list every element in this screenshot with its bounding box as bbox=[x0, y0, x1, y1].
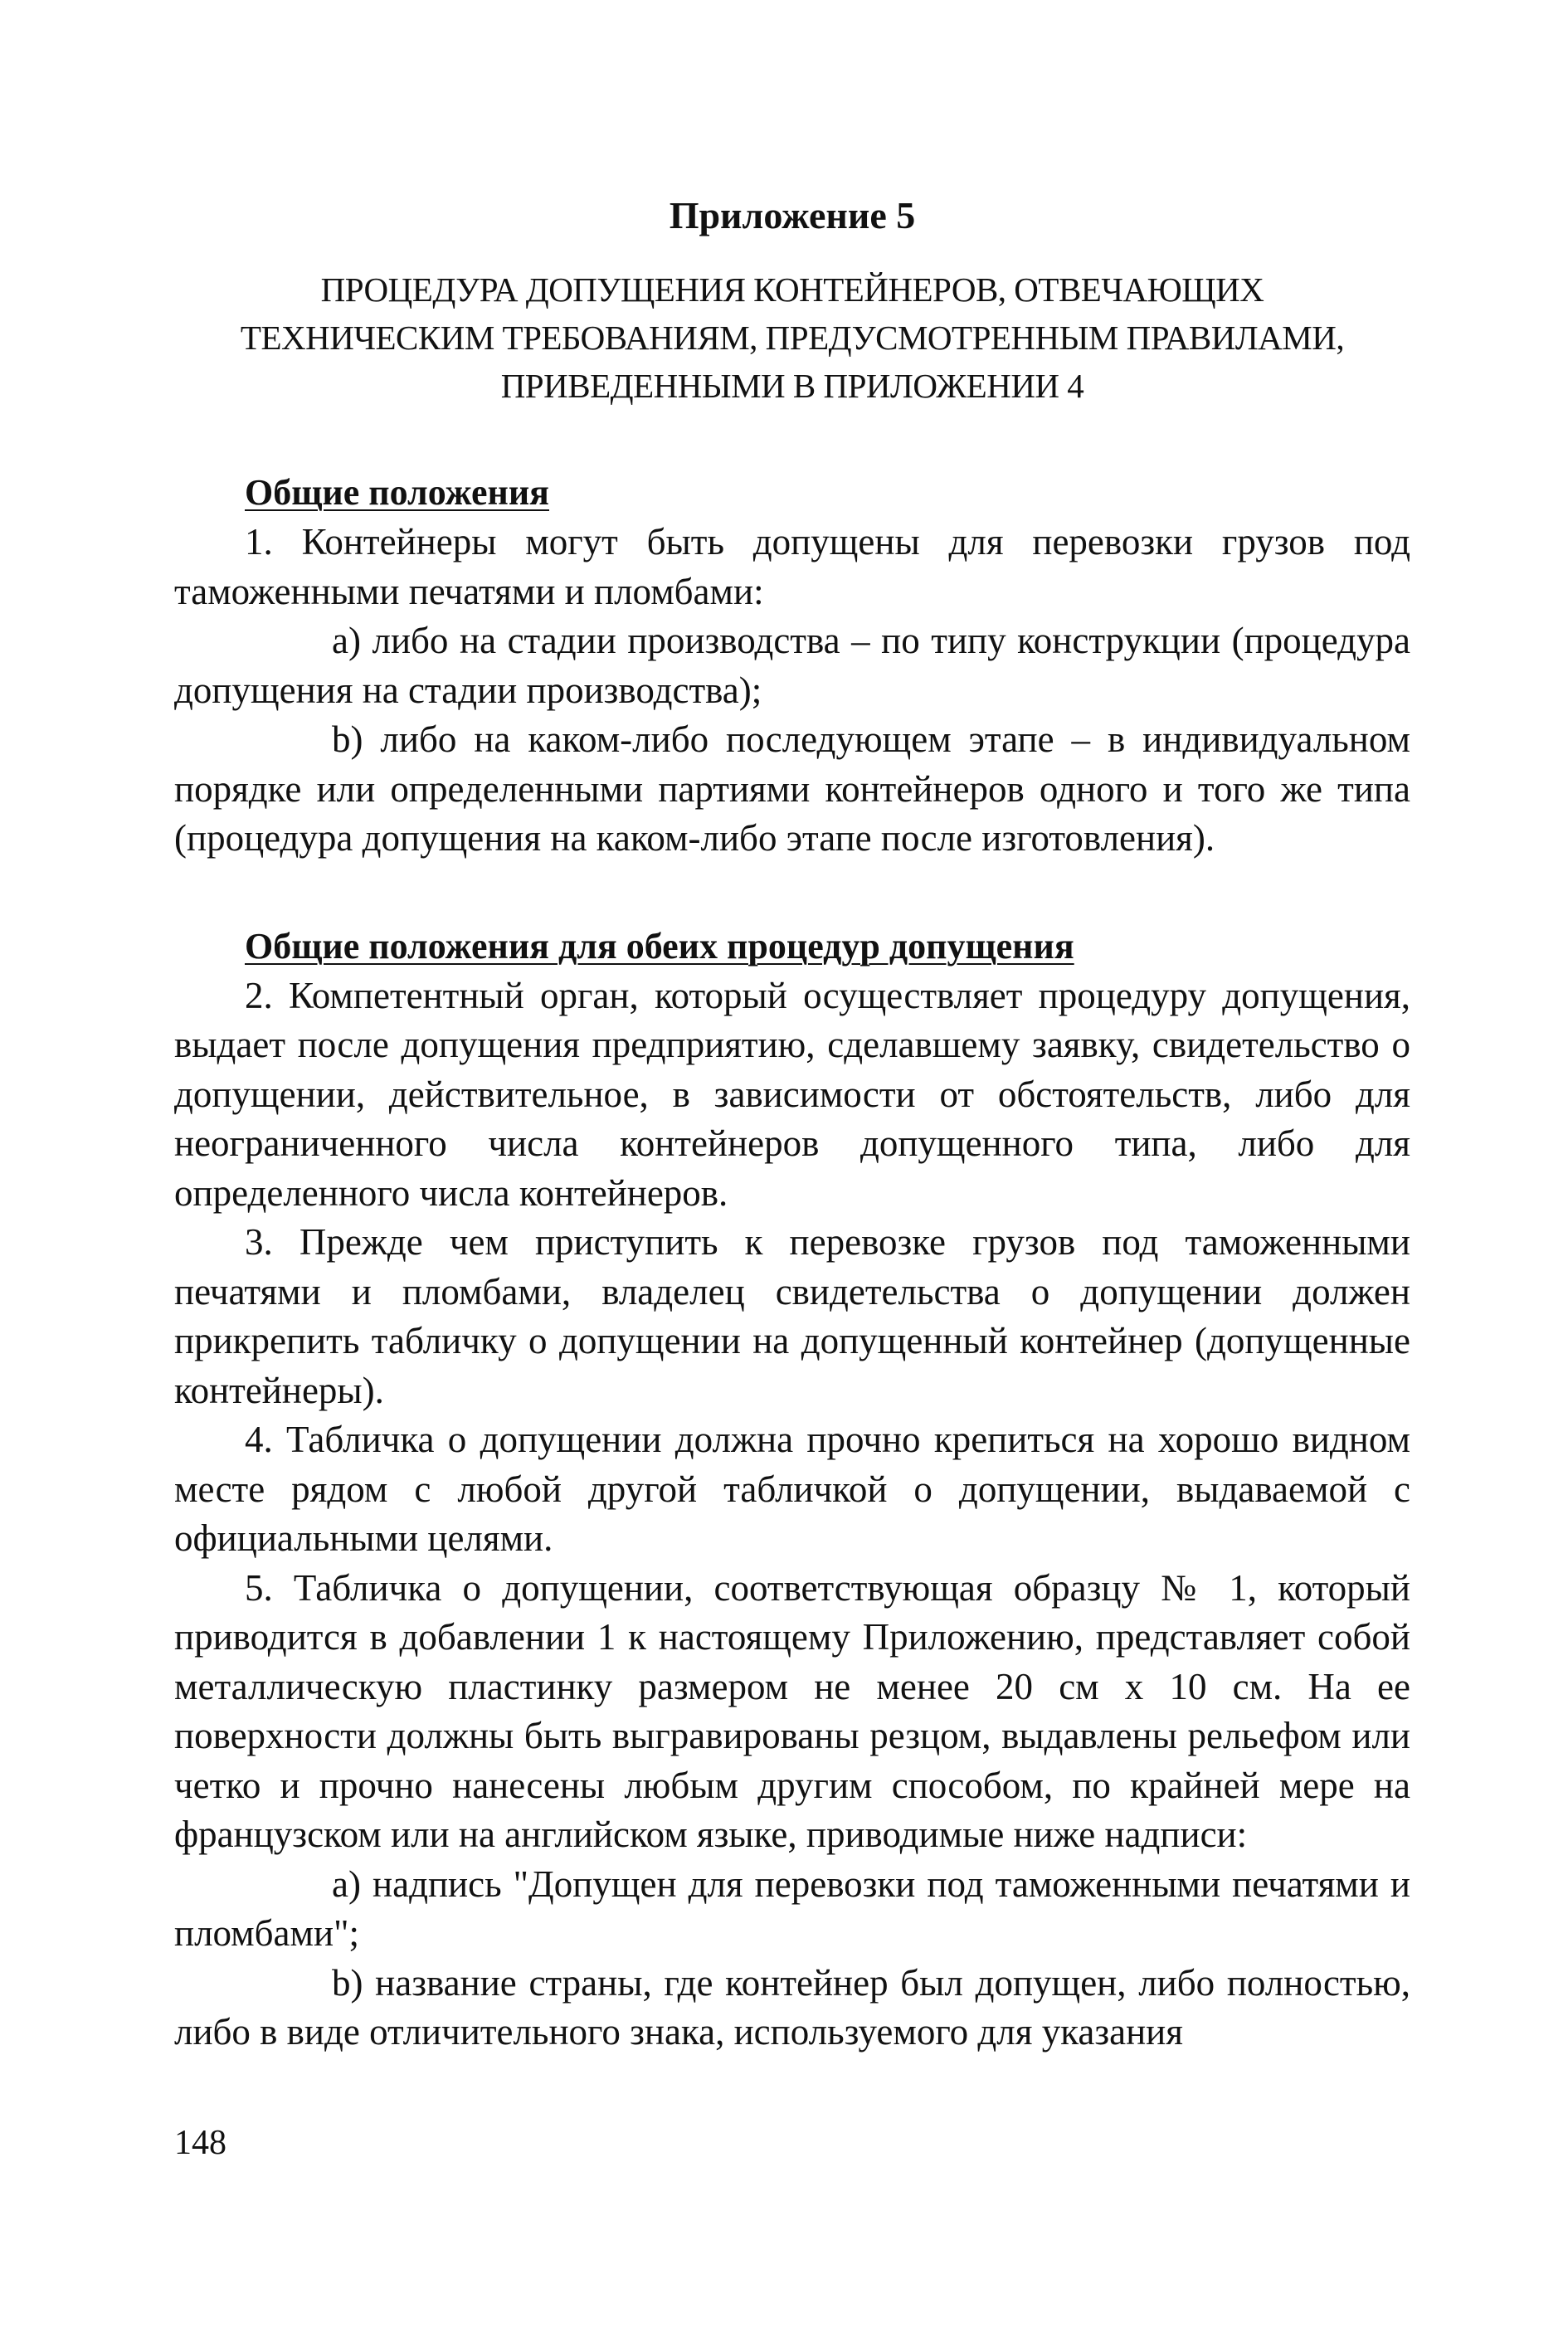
paragraph-2: 2. Компетентный орган, который осуществляет процедуру допущения, выдает после допущения предприятию, сделавшему заявку, свидетельство о допущении, действительное, в зависимости от обстоятельств, либо для неограниченного числа контейнеров допущенного типа, либо для определенного числа контейнеров. bbox=[174, 974, 1410, 1214]
paragraph-1: 1. Контейнеры могут быть допущены для перевозки грузов под таможенными печатями и пломбами: bbox=[174, 521, 1410, 612]
paragraph-5b: b) название страны, где контейнер был допущен, либо полностью, либо в виде отличительного знака, используемого для указания bbox=[174, 1961, 1410, 2053]
document-title-line: ПРИВЕДЕННЫМИ В ПРИЛОЖЕНИИ 4 bbox=[500, 367, 1084, 405]
document-page bbox=[174, 191, 1410, 2057]
paragraph-5: 5. Табличка о допущении, соответствующая образцу № 1, который приводится в добавлении 1 к настоящему Приложению, представляет собой металлическую пластинку размером не менее 20 см x 10 см. На ее поверхности должны быть выгравированы резцом, выдавлены рельефом или четко и прочно нанесены любым другим способом, по крайней мере на французском или на английском языке, приводимые ниже надписи: bbox=[174, 1566, 1410, 1855]
paragraph-1a: a) либо на стадии производства – по типу конструкции (процедура допущения на стадии производства); bbox=[174, 620, 1410, 711]
section-heading-both-procedures: Общие положения для обеих процедур допущения bbox=[245, 925, 1074, 967]
appendix-title: Приложение 5 bbox=[669, 194, 916, 236]
document-title-line: ТЕХНИЧЕСКИМ ТРЕБОВАНИЯМ, ПРЕДУСМОТРЕННЫМ ПРАВИЛАМИ, bbox=[240, 319, 1345, 357]
document-title-line: ПРОЦЕДУРА ДОПУЩЕНИЯ КОНТЕЙНЕРОВ, ОТВЕЧАЮЩИХ bbox=[320, 270, 1264, 309]
paragraph-4: 4. Табличка о допущении должна прочно крепиться на хорошо видном месте рядом с любой другой табличкой о допущении, выдаваемой с официальными целями. bbox=[174, 1419, 1410, 1559]
paragraph-3: 3. Прежде чем приступить к перевозке грузов под таможенными печатями и пломбами, владелец свидетельства о допущении должен прикрепить табличку о допущении на допущенный контейнер (допущенные контейнеры). bbox=[174, 1221, 1410, 1411]
paragraph-5a: a) надпись "Допущен для перевозки под таможенными печатями и пломбами"; bbox=[174, 1863, 1410, 1954]
document-title bbox=[174, 265, 1410, 410]
page-number: 148 bbox=[174, 2124, 226, 2162]
paragraph-1b: b) либо на каком-либо последующем этапе – в индивидуальном порядке или определенными партиями контейнеров одного и того же типа (процедура допущения на каком-либо этапе после изготовления). bbox=[174, 718, 1410, 859]
section-heading-general: Общие положения bbox=[245, 472, 549, 513]
